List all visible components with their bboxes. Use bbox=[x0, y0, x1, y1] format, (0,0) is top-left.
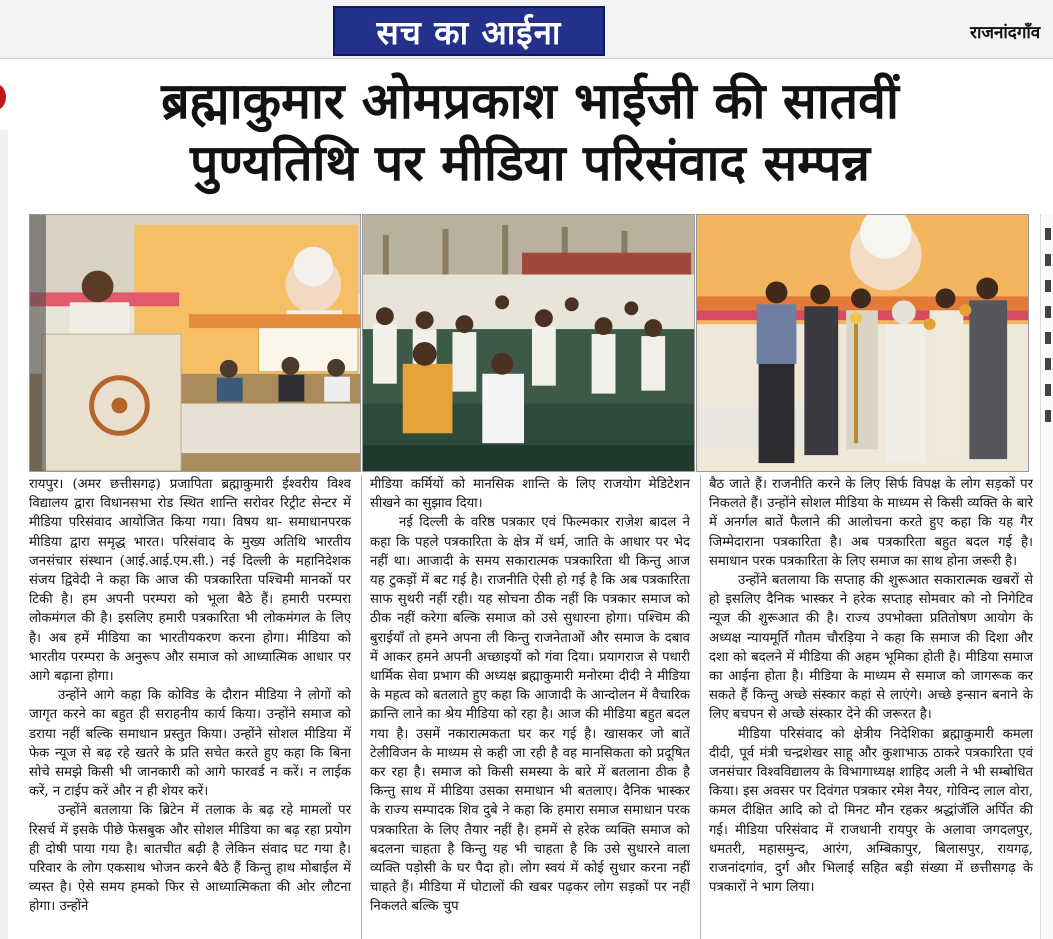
photo-audience-hall-image bbox=[363, 215, 694, 471]
column-divider-2 bbox=[700, 475, 701, 939]
article-column-3 bbox=[709, 475, 1033, 939]
photo-speaker-podium-image bbox=[30, 215, 360, 471]
headline-line-2: पुण्यतिथि पर मीडिया परिसंवाद सम्पन्न bbox=[189, 134, 871, 192]
headline-line-1: ब्रह्माकुमार ओमप्रकाश भाईजी की सातवीं bbox=[161, 72, 899, 130]
masthead-title: सच का आईना bbox=[333, 6, 605, 56]
photo-audience-hall bbox=[362, 214, 695, 472]
col1-paragraph-3: उन्होंने बतलाया कि ब्रिटेन में तलाक के बढ़ रहे मामलों पर रिसर्च में इसके पीछे फेसबुक और सोशल मीडिया का बढ़ रहा प्रयोग ही दोषी पाया गया है। बातचीत बढ़ी है लेकिन संवाद घट गया है। परिवार के लोग एकसाथ भोजन करने बैठे हैं किन्तु हाथ मोबाईल में व्यस्त है। ऐसे समय हमको फिर से आध्यात्मिकता की ओर लौटना होगा। उन्होंने bbox=[29, 803, 351, 915]
col3-paragraph-1: बैठ जाते हैं। राजनीति करने के लिए सिर्फ विपक्ष के लोग सड़कों पर निकलते हैं। उन्होंने सोशल मीडिया के माध्यम से किसी व्यक्ति के बारे में अनर्गल बातें फैलाने की आलोचना करते हुए कहा कि यह गैर जिम्मेदाराना पत्रकारिता है। अब पत्रकारिता बहुत बदल गई है। समाधान परक पत्रकारिता के लिए समाज का साथ होना जरूरी है। bbox=[709, 477, 1033, 569]
col1-paragraph-2: उन्होंने आगे कहा कि कोविड के दौरान मीडिया ने लोगों को जागृत करने का बहुत ही सराहनीय कार्य किया। उन्होंने समाज को डराया नहीं बल्कि समाधान प्रस्तुत किया। उन्होंने सोशल मीडिया में फेक न्यूज से बढ़ रहे खतरे के प्रति सचेत करते हुए कहा कि बिना सोचे समझे किसी भी जानकारी को आगे फारवर्ड न करें। न लाईक करें, न टाईप करें और न ही शेयर करें। bbox=[29, 688, 351, 800]
location-label: राजनांदगाँव bbox=[970, 23, 1041, 43]
headline bbox=[40, 70, 1020, 194]
col2-paragraph-1: मीडिया कर्मियों को मानसिक शान्ति के लिए राजयोग मेडिटेशन सीखने का सुझाव दिया। bbox=[370, 477, 690, 512]
left-margin-stripe bbox=[0, 130, 8, 939]
article-column-1 bbox=[29, 475, 351, 939]
col1-paragraph-1: रायपुर। (अमर छत्तीसगढ़) प्रजापिता ब्रह्माकुमारी ईश्वरीय विश्व विद्यालय द्वारा विधानसभा रोड स्थित शान्ति सरोवर रिट्रीट सेन्टर में मीडिया परिसंवाद आयोजित किया गया। विषय था- समाधानपरक मीडिया द्वारा समृद्ध भारत। परिसंवाद के मुख्य अतिथि भारतीय जनसंचार संस्थान (आई.आई.एम.सी.) नई दिल्ली के महानिदेशक संजय द्विवेदी ने कहा कि आज की पत्रकारिता पश्चिमी मानकों पर टिकी है। हम अपनी परम्परा को भूला बैठे हैं। हमारी परम्परा लोकमंगल की है। इसलिए हमारी पत्रकारिता भी लोकमंगल के लिए है। अब हमें मीडिया का भारतीयकरण करना होगा। मीडिया को भारतीय परम्परा के अनुरूप और समाज को आध्यात्मिक आधार पर आगे बढ़ाना होगा। bbox=[29, 477, 351, 685]
col2-paragraph-2: नई दिल्ली के वरिष्ठ पत्रकार एवं फिल्मकार राजेश बादल ने कहा कि पहले पत्रकारिता के क्षेत्र में धर्म, जाति के आधार पर भेद नहीं था। आजादी के समय सकारात्मक पत्रकारिता थी किन्तु आज यह टुकड़ों में बट गई है। राजनीति ऐसी हो गई है कि अब पत्रकारिता साफ सुथरी नहीं रही। यह सोचना ठीक नहीं कि पत्रकार समाज को ठीक नहीं करेगा बल्कि समाज को उसे सुधारना होगा। पश्चिम की बुराईयाँ तो हमने अपना ली किन्तु राजनेताओं और समाज के दबाव में आकर हमने अपनी अच्छाइयों को गंवा दिया। प्रयागराज से पधारी धार्मिक सेवा प्रभाग की अध्यक्ष ब्रह्माकुमारी मनोरमा दीदी ने मीडिया के महत्व को बतलाते हुए कहा कि आजादी के आन्दोलन में वैचारिक क्रान्ति लाने का श्रेय मीडिया को रहा है। आज की मीडिया बहुत बदल गया है। उसमें नकारात्मकता घर कर गई है। खासकर जो बातें टेलीविजन के माध्यम से कही जा रही है वह मानसिकता को प्रदूषित कर रहा है। समाज को किसी समस्या के बारे में बतलाना ठीक है किन्तु साथ में मीडिया उसका समाधान भी बतलाए। दैनिक भास्कर के राज्य सम्पादक शिव दुबे ने कहा कि हमारा समाज समाधान परक पत्रकारिता के लिए तैयार नहीं है। हममें से हरेक व्यक्ति समाज को बदलना चाहता है किन्तु यह भी चाहता है कि उसे सुधारने वाला व्यक्ति पड़ोसी के घर पैदा हो। लोग स्वयं में कोई सुधार करना नहीं चाहते हैं। मीडिया में घोटालों की खबर पढ़कर लोग सड़कों पर नहीं निकलते बल्कि चुप bbox=[370, 515, 690, 915]
photo-lamp-lighting bbox=[696, 214, 1029, 472]
red-page-marker bbox=[0, 84, 6, 110]
article-column-2 bbox=[370, 475, 690, 939]
column-divider-1 bbox=[361, 475, 362, 939]
adjacent-page-edge bbox=[1040, 214, 1053, 939]
photo-lamp-lighting-image bbox=[697, 215, 1028, 471]
photo-speaker-podium bbox=[29, 214, 361, 472]
col3-paragraph-3: मीडिया परिसंवाद को क्षेत्रीय निदेशिका ब्रह्माकुमारी कमला दीदी, पूर्व मंत्री चन्द्रशेखर साहू और कुशाभाऊ ठाकरे पत्रकारिता एवं जनसंचार विश्वविद्यालय के विभागाध्यक्ष शाहिद अली ने भी सम्बोधित किया। इस अवसर पर दिवंगत पत्रकार रमेश नैयर, गोविन्द लाल वोरा, कमल दीक्षित आदि को दो मिनट मौन रहकर श्रद्धांजॅलि अर्पित की गई। मीडिया परिसंवाद में राजधानी रायपुर के अलावा जगदलपुर, धमतरी, महासमुन्द, आरंग, अम्बिकापुर, बिलासपुर, रायगढ़, राजनांदगांव, दुर्ग और भिलाई सहित बड़ी संख्या में छत्तीसगढ़ के पत्रकारों ने भाग लिया। bbox=[709, 726, 1033, 896]
col3-paragraph-2: उन्होंने बतलाया कि सप्ताह की शुरूआत सकारात्मक खबरों से हो इसलिए दैनिक भास्कर ने हरेक सप्ताह सोमवार को नो निगेटिव न्यूज की शुरूआत की है। राज्य उपभोक्ता प्रतितोषण आयोग के अध्यक्ष न्यायमूर्ति गौतम चौरड़िया ने कहा कि समाज की दिशा और दशा को बदलने में मीडिया की अहम भूमिका होती है। मीडिया समाज का आईना होता है। मीडिया के माध्यम से समाज को जागरूक कर सकते हैं किन्तु अच्छे संस्कार कहां से लाएंगे। अच्छे इन्सान बनाने के लिए बचपन से अच्छे संस्कार देने की जरूरत है। bbox=[709, 573, 1033, 723]
